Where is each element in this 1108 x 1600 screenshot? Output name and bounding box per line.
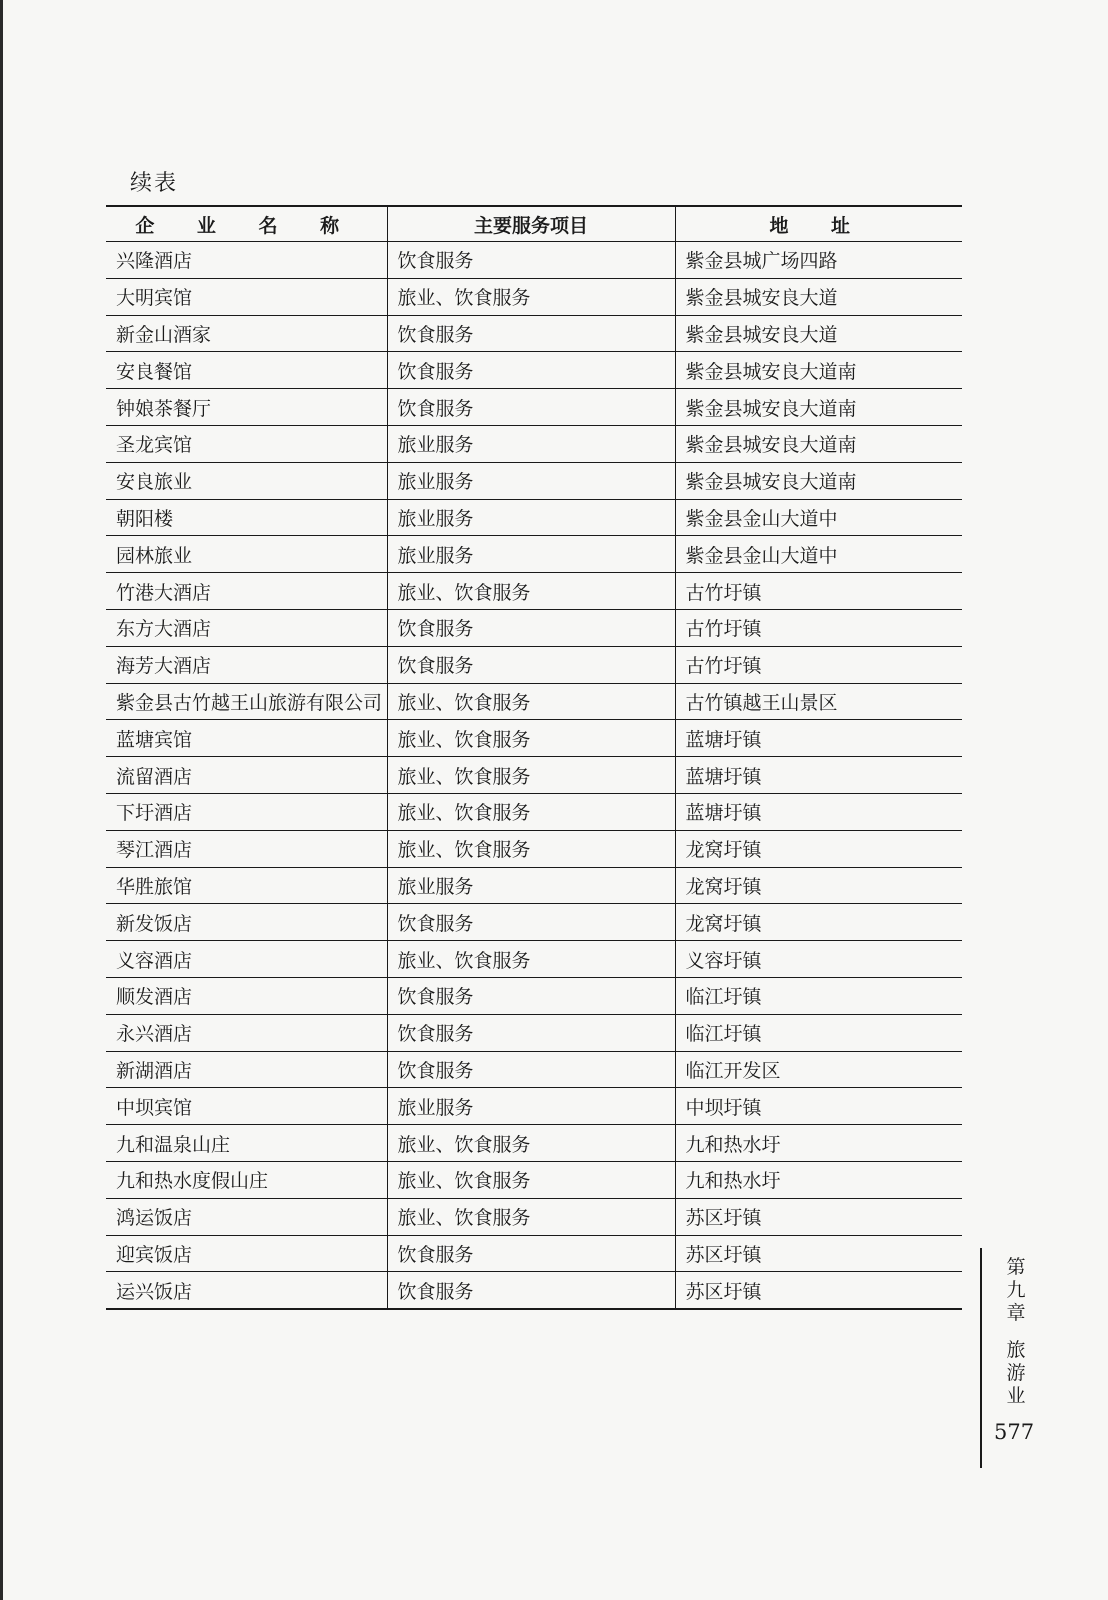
header-address: 地 址 (675, 206, 962, 242)
row-service: 旅业服务 (387, 462, 675, 499)
row-enterprise-name: 下圩酒店 (106, 793, 387, 830)
table-row (106, 499, 962, 536)
table-row (106, 278, 962, 315)
row-address: 紫金县城安良大道南 (675, 425, 962, 462)
row-service: 旅业服务 (387, 425, 675, 462)
row-enterprise-name: 迎宾饭店 (106, 1235, 387, 1272)
row-address: 紫金县城安良大道南 (675, 462, 962, 499)
row-enterprise-name: 新湖酒店 (106, 1051, 387, 1088)
table-row (106, 1125, 962, 1162)
table-row (106, 389, 962, 426)
row-address: 苏区圩镇 (675, 1198, 962, 1235)
table-row (106, 1014, 962, 1051)
row-service: 旅业服务 (387, 536, 675, 573)
row-service: 旅业、饮食服务 (387, 1198, 675, 1235)
section-label: 旅游业 (1006, 1339, 1026, 1407)
row-enterprise-name: 大明宾馆 (106, 278, 387, 315)
table-header-row (106, 206, 962, 242)
row-enterprise-name: 琴江酒店 (106, 830, 387, 867)
row-address: 龙窝圩镇 (675, 830, 962, 867)
row-service: 旅业、饮食服务 (387, 683, 675, 720)
table-row (106, 867, 962, 904)
row-enterprise-name: 中坝宾馆 (106, 1088, 387, 1125)
row-enterprise-name: 竹港大酒店 (106, 573, 387, 610)
table-row (106, 315, 962, 352)
row-service: 饮食服务 (387, 1014, 675, 1051)
table-row (106, 793, 962, 830)
row-address: 紫金县城安良大道 (675, 315, 962, 352)
table-row (106, 1088, 962, 1125)
row-enterprise-name: 蓝塘宾馆 (106, 720, 387, 757)
table-row (106, 1198, 962, 1235)
row-enterprise-name: 鸿运饭店 (106, 1198, 387, 1235)
row-address: 苏区圩镇 (675, 1235, 962, 1272)
row-enterprise-name: 安良餐馆 (106, 352, 387, 389)
row-service: 饮食服务 (387, 242, 675, 279)
page-edge-line (0, 0, 3, 1600)
table-row (106, 609, 962, 646)
row-enterprise-name: 钟娘茶餐厅 (106, 389, 387, 426)
table-row (106, 1272, 962, 1309)
row-address: 古竹镇越王山景区 (675, 683, 962, 720)
table-row (106, 1161, 962, 1198)
row-address: 紫金县城安良大道南 (675, 352, 962, 389)
row-enterprise-name: 紫金县古竹越王山旅游有限公司 (106, 683, 387, 720)
row-address: 古竹圩镇 (675, 646, 962, 683)
row-enterprise-name: 东方大酒店 (106, 609, 387, 646)
row-service: 饮食服务 (387, 1272, 675, 1309)
row-enterprise-name: 九和温泉山庄 (106, 1125, 387, 1162)
row-address: 紫金县城安良大道 (675, 278, 962, 315)
table-row (106, 1051, 962, 1088)
header-enterprise-name: 企 业 名 称 (106, 206, 387, 242)
chapter-label: 第九章 (1006, 1256, 1026, 1324)
row-service: 旅业服务 (387, 499, 675, 536)
table-row (106, 573, 962, 610)
row-address: 紫金县城广场四路 (675, 242, 962, 279)
row-address: 蓝塘圩镇 (675, 793, 962, 830)
table-row (106, 683, 962, 720)
row-enterprise-name: 海芳大酒店 (106, 646, 387, 683)
row-address: 紫金县城安良大道南 (675, 389, 962, 426)
row-enterprise-name: 运兴饭店 (106, 1272, 387, 1309)
row-address: 中坝圩镇 (675, 1088, 962, 1125)
table-row (106, 646, 962, 683)
page-number: 577 (994, 1420, 1035, 1444)
row-service: 饮食服务 (387, 609, 675, 646)
row-address: 紫金县金山大道中 (675, 536, 962, 573)
row-service: 饮食服务 (387, 904, 675, 941)
row-service: 旅业、饮食服务 (387, 720, 675, 757)
row-address: 临江开发区 (675, 1051, 962, 1088)
table-row (106, 462, 962, 499)
row-service: 饮食服务 (387, 1051, 675, 1088)
row-address: 蓝塘圩镇 (675, 757, 962, 794)
row-service: 饮食服务 (387, 352, 675, 389)
table-row (106, 977, 962, 1014)
row-enterprise-name: 永兴酒店 (106, 1014, 387, 1051)
row-address: 九和热水圩 (675, 1125, 962, 1162)
row-service: 旅业、饮食服务 (387, 1161, 675, 1198)
row-address: 义容圩镇 (675, 941, 962, 978)
row-service: 旅业、饮食服务 (387, 830, 675, 867)
row-service: 饮食服务 (387, 389, 675, 426)
table-row (106, 941, 962, 978)
row-address: 古竹圩镇 (675, 609, 962, 646)
row-service: 旅业、饮食服务 (387, 757, 675, 794)
row-address: 临江圩镇 (675, 1014, 962, 1051)
row-address: 九和热水圩 (675, 1161, 962, 1198)
table-row (106, 242, 962, 279)
row-enterprise-name: 流留酒店 (106, 757, 387, 794)
row-enterprise-name: 安良旅业 (106, 462, 387, 499)
row-address: 紫金县金山大道中 (675, 499, 962, 536)
row-enterprise-name: 园林旅业 (106, 536, 387, 573)
row-enterprise-name: 圣龙宾馆 (106, 425, 387, 462)
table-continued-caption: 续表 (130, 171, 179, 196)
table-row (106, 830, 962, 867)
table-row (106, 1235, 962, 1272)
row-enterprise-name: 新金山酒家 (106, 315, 387, 352)
table-body (106, 242, 962, 1310)
header-main-services: 主要服务项目 (387, 206, 675, 242)
row-address: 龙窝圩镇 (675, 904, 962, 941)
table-row (106, 720, 962, 757)
row-service: 饮食服务 (387, 315, 675, 352)
row-enterprise-name: 九和热水度假山庄 (106, 1161, 387, 1198)
row-address: 临江圩镇 (675, 977, 962, 1014)
row-enterprise-name: 兴隆酒店 (106, 242, 387, 279)
row-address: 苏区圩镇 (675, 1272, 962, 1309)
row-service: 旅业、饮食服务 (387, 793, 675, 830)
enterprise-table (106, 205, 962, 1310)
row-enterprise-name: 新发饭店 (106, 904, 387, 941)
table-row (106, 425, 962, 462)
row-address: 古竹圩镇 (675, 573, 962, 610)
table-row (106, 904, 962, 941)
table-row (106, 536, 962, 573)
row-enterprise-name: 义容酒店 (106, 941, 387, 978)
row-enterprise-name: 华胜旅馆 (106, 867, 387, 904)
row-enterprise-name: 顺发酒店 (106, 977, 387, 1014)
row-service: 旅业、饮食服务 (387, 278, 675, 315)
row-address: 蓝塘圩镇 (675, 720, 962, 757)
row-service: 旅业服务 (387, 1088, 675, 1125)
row-service: 旅业、饮食服务 (387, 941, 675, 978)
row-service: 饮食服务 (387, 1235, 675, 1272)
row-service: 饮食服务 (387, 646, 675, 683)
row-service: 旅业服务 (387, 867, 675, 904)
row-service: 饮食服务 (387, 977, 675, 1014)
row-address: 龙窝圩镇 (675, 867, 962, 904)
row-service: 旅业、饮食服务 (387, 573, 675, 610)
table-row (106, 757, 962, 794)
row-enterprise-name: 朝阳楼 (106, 499, 387, 536)
row-service: 旅业、饮食服务 (387, 1125, 675, 1162)
table-row (106, 352, 962, 389)
